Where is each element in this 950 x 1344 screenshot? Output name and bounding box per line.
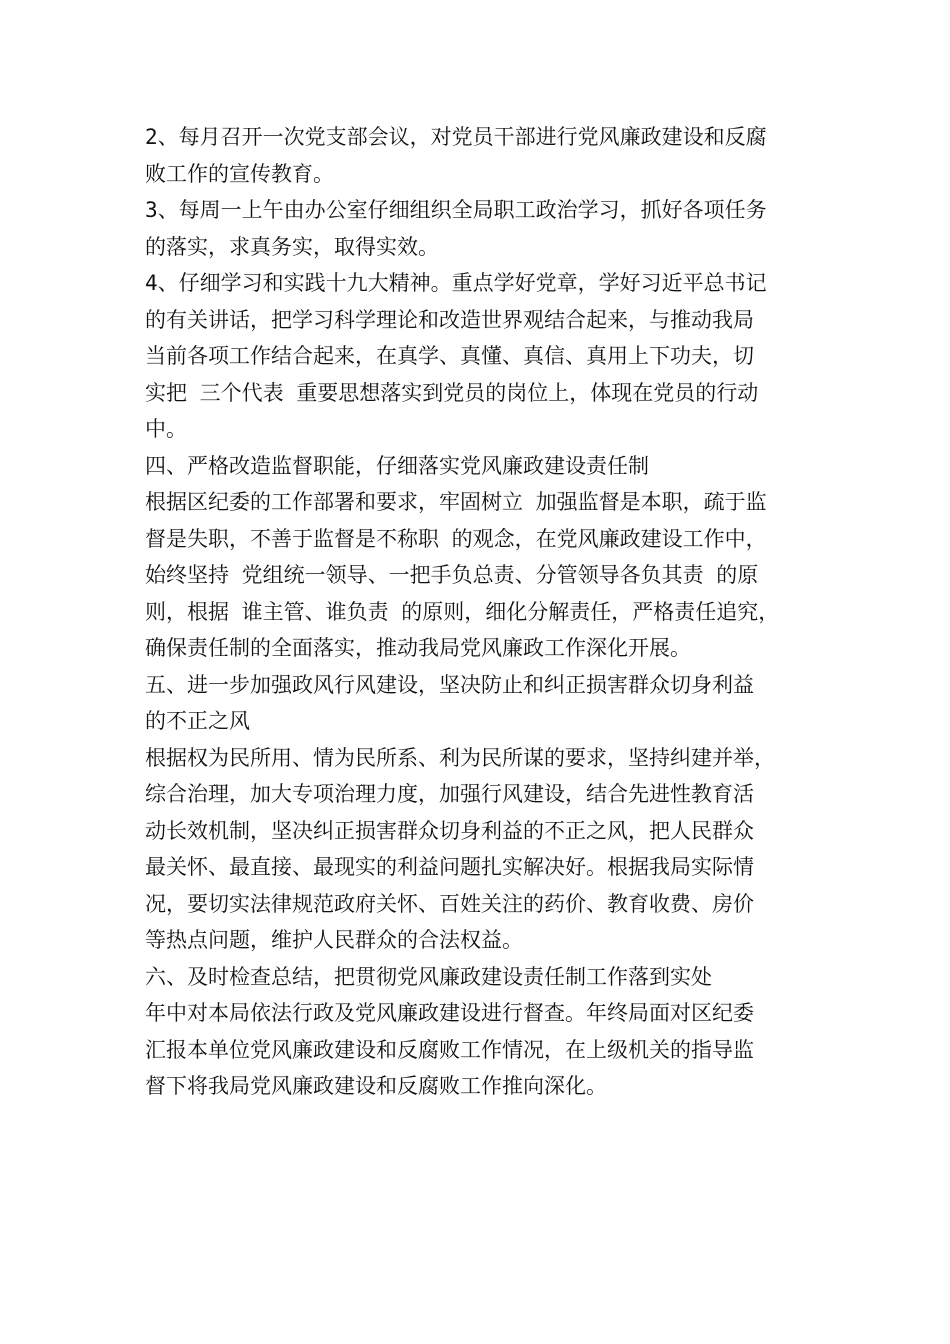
text-line: 况，要切实法律规范政府关怀、百姓关注的药价、教育收费、房价 <box>145 891 754 916</box>
text-line: 中。 <box>145 417 187 441</box>
text-line: 综合治理，加大专项治理力度，加强行风建设，结合先进性教育活 <box>145 782 754 806</box>
text-line: 年中对本局依法行政及党风廉政建设进行督查。年终局面对区纪委 <box>145 1001 754 1025</box>
text-line: 最关怀、最直接、最现实的利益问题扎实解决好。根据我局实际情 <box>145 855 754 879</box>
text-line: 则，根据 谁主管、谁负责 的原则，细化分解责任，严格责任追究， <box>145 599 780 624</box>
text-line: 动长效机制，坚决纠正损害群众切身利益的不正之风，把人民群众 <box>145 818 754 843</box>
text-line: 实把 三个代表 重要思想落实到党员的岗位上，体现在党员的行动 <box>145 380 759 405</box>
text-line: 的有关讲话，把学习科学理论和改造世界观结合起来，与推动我局 <box>145 307 754 332</box>
section-heading: 四、严格改造监督职能，仔细落实党风廉政建设责任制 <box>145 453 649 478</box>
document-body <box>145 119 835 1105</box>
section-heading: 六、及时检查总结，把贯彻党风廉政建设责任制工作落到实处 <box>145 964 712 989</box>
text-line: 2、每月召开一次党支部会议，对党员干部进行党风廉政建设和反腐 <box>145 125 767 149</box>
text-line: 根据区纪委的工作部署和要求，牢固树立 加强监督是本职，疏于监 <box>145 490 767 514</box>
section-heading: 五、进一步加强政风行风建设，坚决防止和纠正损害群众切身利益 <box>145 672 754 697</box>
text-line: 根据权为民所用、情为民所系、利为民所谋的要求，坚持纠建并举， <box>145 745 775 770</box>
text-line: 3、每周一上午由办公室仔细组织全局职工政治学习，抓好各项任务 <box>145 198 767 222</box>
text-line: 4、仔细学习和实践十九大精神。重点学好党章，学好习近平总书记 <box>145 271 767 295</box>
text-line: 败工作的宣传教育。 <box>145 161 334 186</box>
text-line: 的落实，求真务实，取得实效。 <box>145 234 439 259</box>
text-line: 始终坚持 党组统一领导、一把手负总责、分管领导各负其责 的原 <box>145 563 759 587</box>
text-line: 督下将我局党风廉政建设和反腐败工作推向深化。 <box>145 1074 607 1098</box>
text-line: 督是失职，不善于监督是不称职 的观念，在党风廉政建设工作中， <box>145 526 767 551</box>
section-heading: 的不正之风 <box>145 709 250 733</box>
text-line: 汇报本单位党风廉政建设和反腐败工作情况，在上级机关的指导监 <box>145 1037 754 1062</box>
text-line: 等热点问题，维护人民群众的合法权益。 <box>145 928 523 952</box>
text-line: 确保责任制的全面落实，推动我局党风廉政工作深化开展。 <box>145 636 691 660</box>
text-line: 当前各项工作结合起来，在真学、真懂、真信、真用上下功夫，切 <box>145 344 754 368</box>
